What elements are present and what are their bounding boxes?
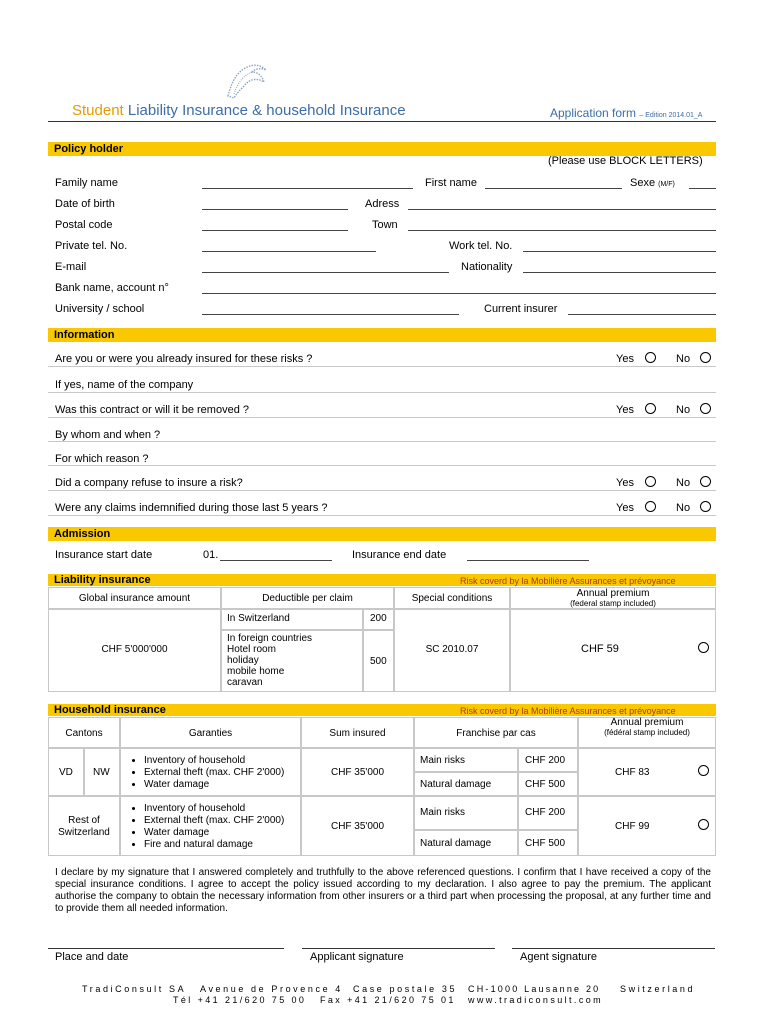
main-value-2: CHF 200 xyxy=(525,807,566,818)
liability-select-radio[interactable] xyxy=(698,642,709,653)
canton-vd: VD xyxy=(59,767,73,778)
footer-fax: Fax +41 21/620 75 01 xyxy=(320,995,456,1005)
in-switzerland-label: In Switzerland xyxy=(227,613,290,624)
bank-label: Bank name, account n° xyxy=(55,282,169,294)
footer-company: TradiConsult SA xyxy=(82,984,187,994)
conditions-value: SC 2010.07 xyxy=(425,644,479,655)
col-global-amount: Global insurance amount xyxy=(48,587,221,609)
yes-radio[interactable] xyxy=(645,352,656,363)
no-radio[interactable] xyxy=(700,352,711,363)
section-bar-admission: Admission xyxy=(48,527,716,541)
footer-tel: Tél +41 21/620 75 00 xyxy=(173,995,307,1005)
no-label: No xyxy=(676,404,691,416)
question-refused: Did a company refuse to insure a risk? xyxy=(55,477,243,489)
hh-premium-1: CHF 83 xyxy=(615,767,650,778)
ded-ch-value: 200 xyxy=(370,613,387,624)
canton-rest: Rest of Switzerland xyxy=(58,815,110,838)
company-name-field[interactable] xyxy=(48,392,716,393)
col-garanties: Garanties xyxy=(120,717,301,748)
yes-label: Yes xyxy=(616,353,634,365)
no-label: No xyxy=(676,477,691,489)
no-radio[interactable] xyxy=(700,403,711,414)
question-reason: For which reason ? xyxy=(55,453,149,465)
garanties-1-list: • Inventory of household • External theft (max. CHF 2'000) • Water damage xyxy=(124,755,284,791)
start-date-label: Insurance start date xyxy=(55,549,153,561)
footer-city: CH-1000 Lausanne 20 xyxy=(468,984,601,994)
household-rest-select-radio[interactable] xyxy=(698,819,709,830)
household-risk-note: Risk coverd by la Mobilière Assurances et prévoyance xyxy=(460,706,676,716)
main-risks-2: Main risks xyxy=(420,807,466,818)
sexe-label: Sexe (M/F) xyxy=(630,177,675,189)
bank-field[interactable] xyxy=(202,293,716,294)
title-accent: Student xyxy=(72,102,124,119)
main-risks-1: Main risks xyxy=(420,755,466,766)
natural-2: Natural damage xyxy=(420,838,492,849)
reason-field[interactable] xyxy=(48,465,716,466)
email-field[interactable] xyxy=(202,272,449,273)
no-label: No xyxy=(676,353,691,365)
email-label: E-mail xyxy=(55,261,87,273)
ded-foreign-value: 500 xyxy=(370,656,387,667)
place-date-field[interactable] xyxy=(48,948,284,949)
section-bar-policy-holder: Policy holder xyxy=(48,142,716,156)
private-tel-label: Private tel. No. xyxy=(55,240,128,252)
section-bar-household: Household insurance xyxy=(48,704,716,716)
section-bar-liability: Liability insurance xyxy=(48,574,716,586)
household-vd-select-radio[interactable] xyxy=(698,765,709,776)
form-label: Application form – Edition 2014.01_A xyxy=(550,106,703,120)
page-title xyxy=(72,102,406,119)
end-date-field[interactable] xyxy=(467,560,589,561)
university-field[interactable] xyxy=(202,314,459,315)
family-name-label: Family name xyxy=(55,177,118,189)
header-rule xyxy=(48,121,716,122)
col-deductible: Deductible per claim xyxy=(221,587,394,609)
natural-value-2: CHF 500 xyxy=(525,838,566,849)
yes-radio[interactable] xyxy=(645,501,656,512)
col-franchise: Franchise par cas xyxy=(414,717,578,748)
canton-nw: NW xyxy=(93,767,110,778)
date-of-birth-label: Date of birth xyxy=(55,198,115,210)
university-label: University / school xyxy=(55,303,145,315)
natural-1: Natural damage xyxy=(420,779,492,790)
adress-field[interactable] xyxy=(408,209,716,210)
question-by-whom: By whom and when ? xyxy=(55,429,161,441)
row-divider xyxy=(48,366,716,367)
question-contract-removed: Was this contract or will it be removed ? xyxy=(55,404,249,416)
current-insurer-field[interactable] xyxy=(568,314,716,315)
by-whom-field[interactable] xyxy=(48,441,716,442)
applicant-signature-field[interactable] xyxy=(302,948,495,949)
question-claims: Were any claims indemnified during those last 5 years ? xyxy=(55,502,328,514)
nationality-field[interactable] xyxy=(523,272,716,273)
sexe-field[interactable] xyxy=(689,188,716,189)
foreign-list: In foreign countries Hotel room holiday mobile home caravan xyxy=(227,633,313,688)
row-divider xyxy=(48,490,716,491)
current-insurer-label: Current insurer xyxy=(484,303,558,315)
col-sum-insured: Sum insured xyxy=(301,717,414,748)
adress-label: Adress xyxy=(365,198,400,210)
start-date-prefix: 01. xyxy=(203,549,219,561)
title-rest: Liability Insurance & household Insurance xyxy=(123,102,406,119)
main-value-1: CHF 200 xyxy=(525,755,566,766)
town-label: Town xyxy=(372,219,398,231)
liability-premium: CHF 59 xyxy=(581,643,619,655)
col-cantons: Cantons xyxy=(48,717,120,748)
col-hh-premium: Annual premium (fédéral stamp included) xyxy=(578,717,716,748)
agent-signature-field[interactable] xyxy=(512,948,715,949)
family-name-field[interactable] xyxy=(202,188,413,189)
yes-radio[interactable] xyxy=(645,476,656,487)
applicant-signature-label: Applicant signature xyxy=(310,951,404,963)
first-name-label: First name xyxy=(425,177,477,189)
first-name-field[interactable] xyxy=(485,188,622,189)
sum-1: CHF 35'000 xyxy=(330,767,385,778)
section-bar-information: Information xyxy=(48,328,716,342)
work-tel-label: Work tel. No. xyxy=(449,240,513,252)
liability-amount: CHF 5'000'000 xyxy=(101,644,168,655)
yes-label: Yes xyxy=(616,502,634,514)
nationality-label: Nationality xyxy=(461,261,513,273)
question-company-name: If yes, name of the company xyxy=(55,379,194,391)
row-divider xyxy=(48,515,716,516)
col-annual-premium: Annual premium (federal stamp included) xyxy=(510,587,716,609)
work-tel-field[interactable] xyxy=(523,251,716,252)
end-date-label: Insurance end date xyxy=(352,549,447,561)
postal-code-field[interactable] xyxy=(202,230,348,231)
declaration-text: I declare by my signature that I answered completely and truthfully to the above referenced questions. I confirm that I have received a copy of the special insurance conditions. I agree to accept the policy issued according to my declaration. I also agree to pay the premium. The applicant authorise the company to obtain the necessary information from other insurers or a third part when processing the proposal, at any further time and to provide them all needed information. xyxy=(55,867,711,914)
col-special-conditions: Special conditions xyxy=(394,587,510,609)
agent-signature-label: Agent signature xyxy=(520,951,598,963)
yes-label: Yes xyxy=(616,404,634,416)
garanties-2-list: • Inventory of household • External theft (max. CHF 2'000) • Water damage • Fire and natural damage xyxy=(124,803,284,851)
footer-street: Avenue de Provence 4 xyxy=(200,984,343,994)
date-of-birth-field[interactable] xyxy=(202,209,348,210)
question-already-insured: Are you or were you already insured for these risks ? xyxy=(55,353,313,365)
footer-country: Switzerland xyxy=(620,984,696,994)
block-letters-note: (Please use BLOCK LETTERS) xyxy=(548,155,703,167)
private-tel-field[interactable] xyxy=(202,251,376,252)
natural-value-1: CHF 500 xyxy=(525,779,566,790)
tradiconsult-logo xyxy=(222,56,272,100)
town-field[interactable] xyxy=(408,230,716,231)
sum-2: CHF 35'000 xyxy=(330,821,385,832)
hh-premium-2: CHF 99 xyxy=(615,821,650,832)
no-radio[interactable] xyxy=(700,476,711,487)
no-label: No xyxy=(676,502,691,514)
postal-code-label: Postal code xyxy=(55,219,113,231)
yes-radio[interactable] xyxy=(645,403,656,414)
liability-risk-note: Risk coverd by la Mobilière Assurances et prévoyance xyxy=(460,576,676,586)
place-date-label: Place and date xyxy=(55,951,129,963)
footer-web[interactable]: www.tradiconsult.com xyxy=(468,995,604,1005)
row-divider xyxy=(48,417,716,418)
no-radio[interactable] xyxy=(700,501,711,512)
yes-label: Yes xyxy=(616,477,634,489)
footer-box: Case postale 35 xyxy=(353,984,458,994)
start-date-field[interactable] xyxy=(220,560,332,561)
